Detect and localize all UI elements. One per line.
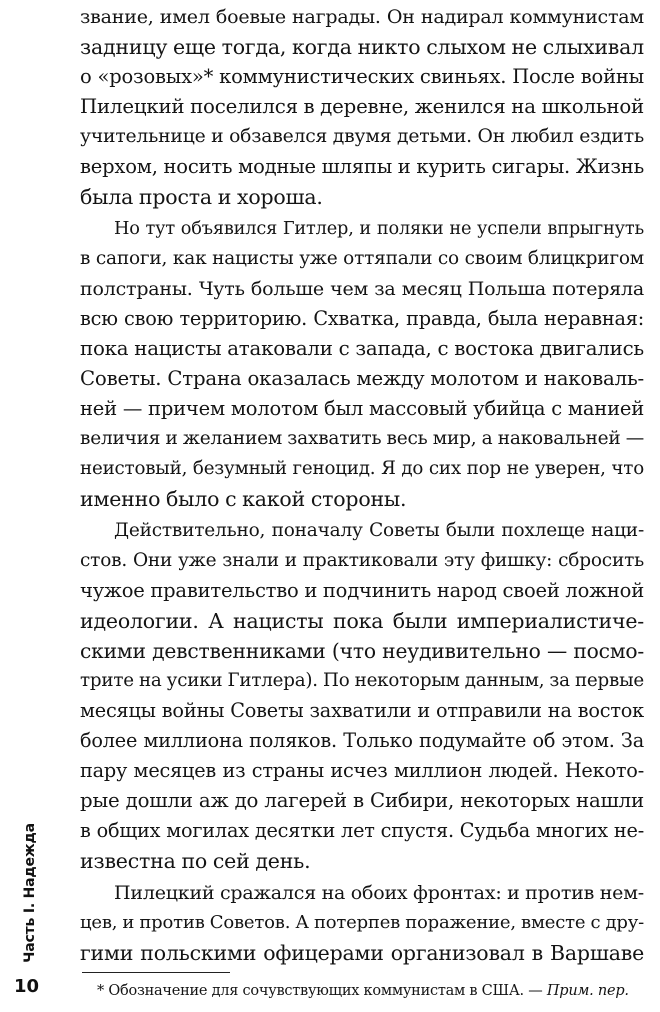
text-line: гими польскими офицерами организовал в Варшаве — [80, 941, 644, 965]
text-line: известна по сей день. — [80, 849, 311, 873]
text-line: чужое правительство и подчинить народ своей ложной — [80, 579, 644, 602]
text-line: пару месяцев из страны исчез миллион людей. Некото- — [80, 759, 644, 782]
text-line: величия и желанием захватить весь мир, а наковальней — — [80, 428, 644, 449]
text-line: пока нацисты атаковали с запада, с востока двигались — [80, 337, 644, 360]
text-line: верхом, носить модные шляпы и курить сигары. Жизнь — [80, 155, 644, 178]
paragraph-first-line: Но тут объявился Гитлер, и поляки не успели впрыгнуть — [114, 219, 644, 239]
text-line: о «розовых»* коммунистических свиньях. После войны — [80, 65, 644, 88]
text-line: была проста и хороша. — [80, 185, 323, 209]
text-line: месяцы войны Советы захватили и отправили на восток — [80, 699, 644, 722]
text-line: цев, и против Советов. А потерпев поражение, вместе с дру- — [80, 912, 644, 933]
running-head-text: Часть I. Надежда — [22, 823, 38, 963]
text-line: Советы. Страна оказалась между молотом и наковаль- — [80, 367, 644, 390]
paragraph-first-line: Действительно, поначалу Советы были похлеще наци- — [114, 520, 644, 541]
text-line: именно было с какой стороны. — [80, 487, 407, 511]
text-line: всю свою территорию. Схватка, правда, была неравная: — [80, 307, 644, 330]
text-line: идеологии. А нацисты пока были империалистиче- — [80, 609, 644, 633]
text-line: скими девственниками (что неудивительно — посмо- — [80, 639, 644, 663]
text-line: трите на усики Гитлера). По некоторым данным, за первые — [80, 670, 645, 691]
text-line: неистовый, безумный геноцид. Я до сих пор не уверен, что — [80, 458, 644, 479]
footnote — [97, 981, 645, 1001]
text-line: рые дошли аж до лагерей в Сибири, некоторых нашли — [80, 789, 644, 812]
text-line: более миллиона поляков. Только подумайте об этом. За — [80, 729, 644, 752]
text-line: задницу еще тогда, когда никто слыхом не слыхивал — [80, 35, 644, 59]
text-line: учительнице и обзавелся двумя детьми. Он любил ездить — [80, 126, 644, 147]
text-line: в сапоги, как нацисты уже оттяпали со своим блицкригом — [80, 248, 644, 269]
text-line: полстраны. Чуть больше чем за месяц Польша потеряла — [80, 278, 644, 300]
text-line: Пилецкий поселился в деревне, женился на школьной — [80, 95, 644, 118]
text-line: ней — причем молотом был массовый убийца с манией — [80, 397, 644, 420]
text-line: стов. Они уже знали и практиковали эту фишку: сбросить — [80, 550, 644, 571]
running-head — [20, 818, 40, 968]
page-number: 10 — [14, 976, 40, 997]
translator-note: Прим. пер. — [546, 983, 629, 999]
paragraph-first-line: Пилецкий сражался на обоих фронтах: и против нем- — [114, 882, 644, 904]
footnote-divider — [82, 972, 230, 973]
text-line: в общих могилах десятки лет спустя. Судьба многих не- — [80, 819, 644, 842]
footnote-text: * Обозначение для сочувствующих коммунистам в США. — — [97, 983, 547, 999]
text-line: звание, имел боевые награды. Он надирал коммунистам — [80, 6, 644, 28]
